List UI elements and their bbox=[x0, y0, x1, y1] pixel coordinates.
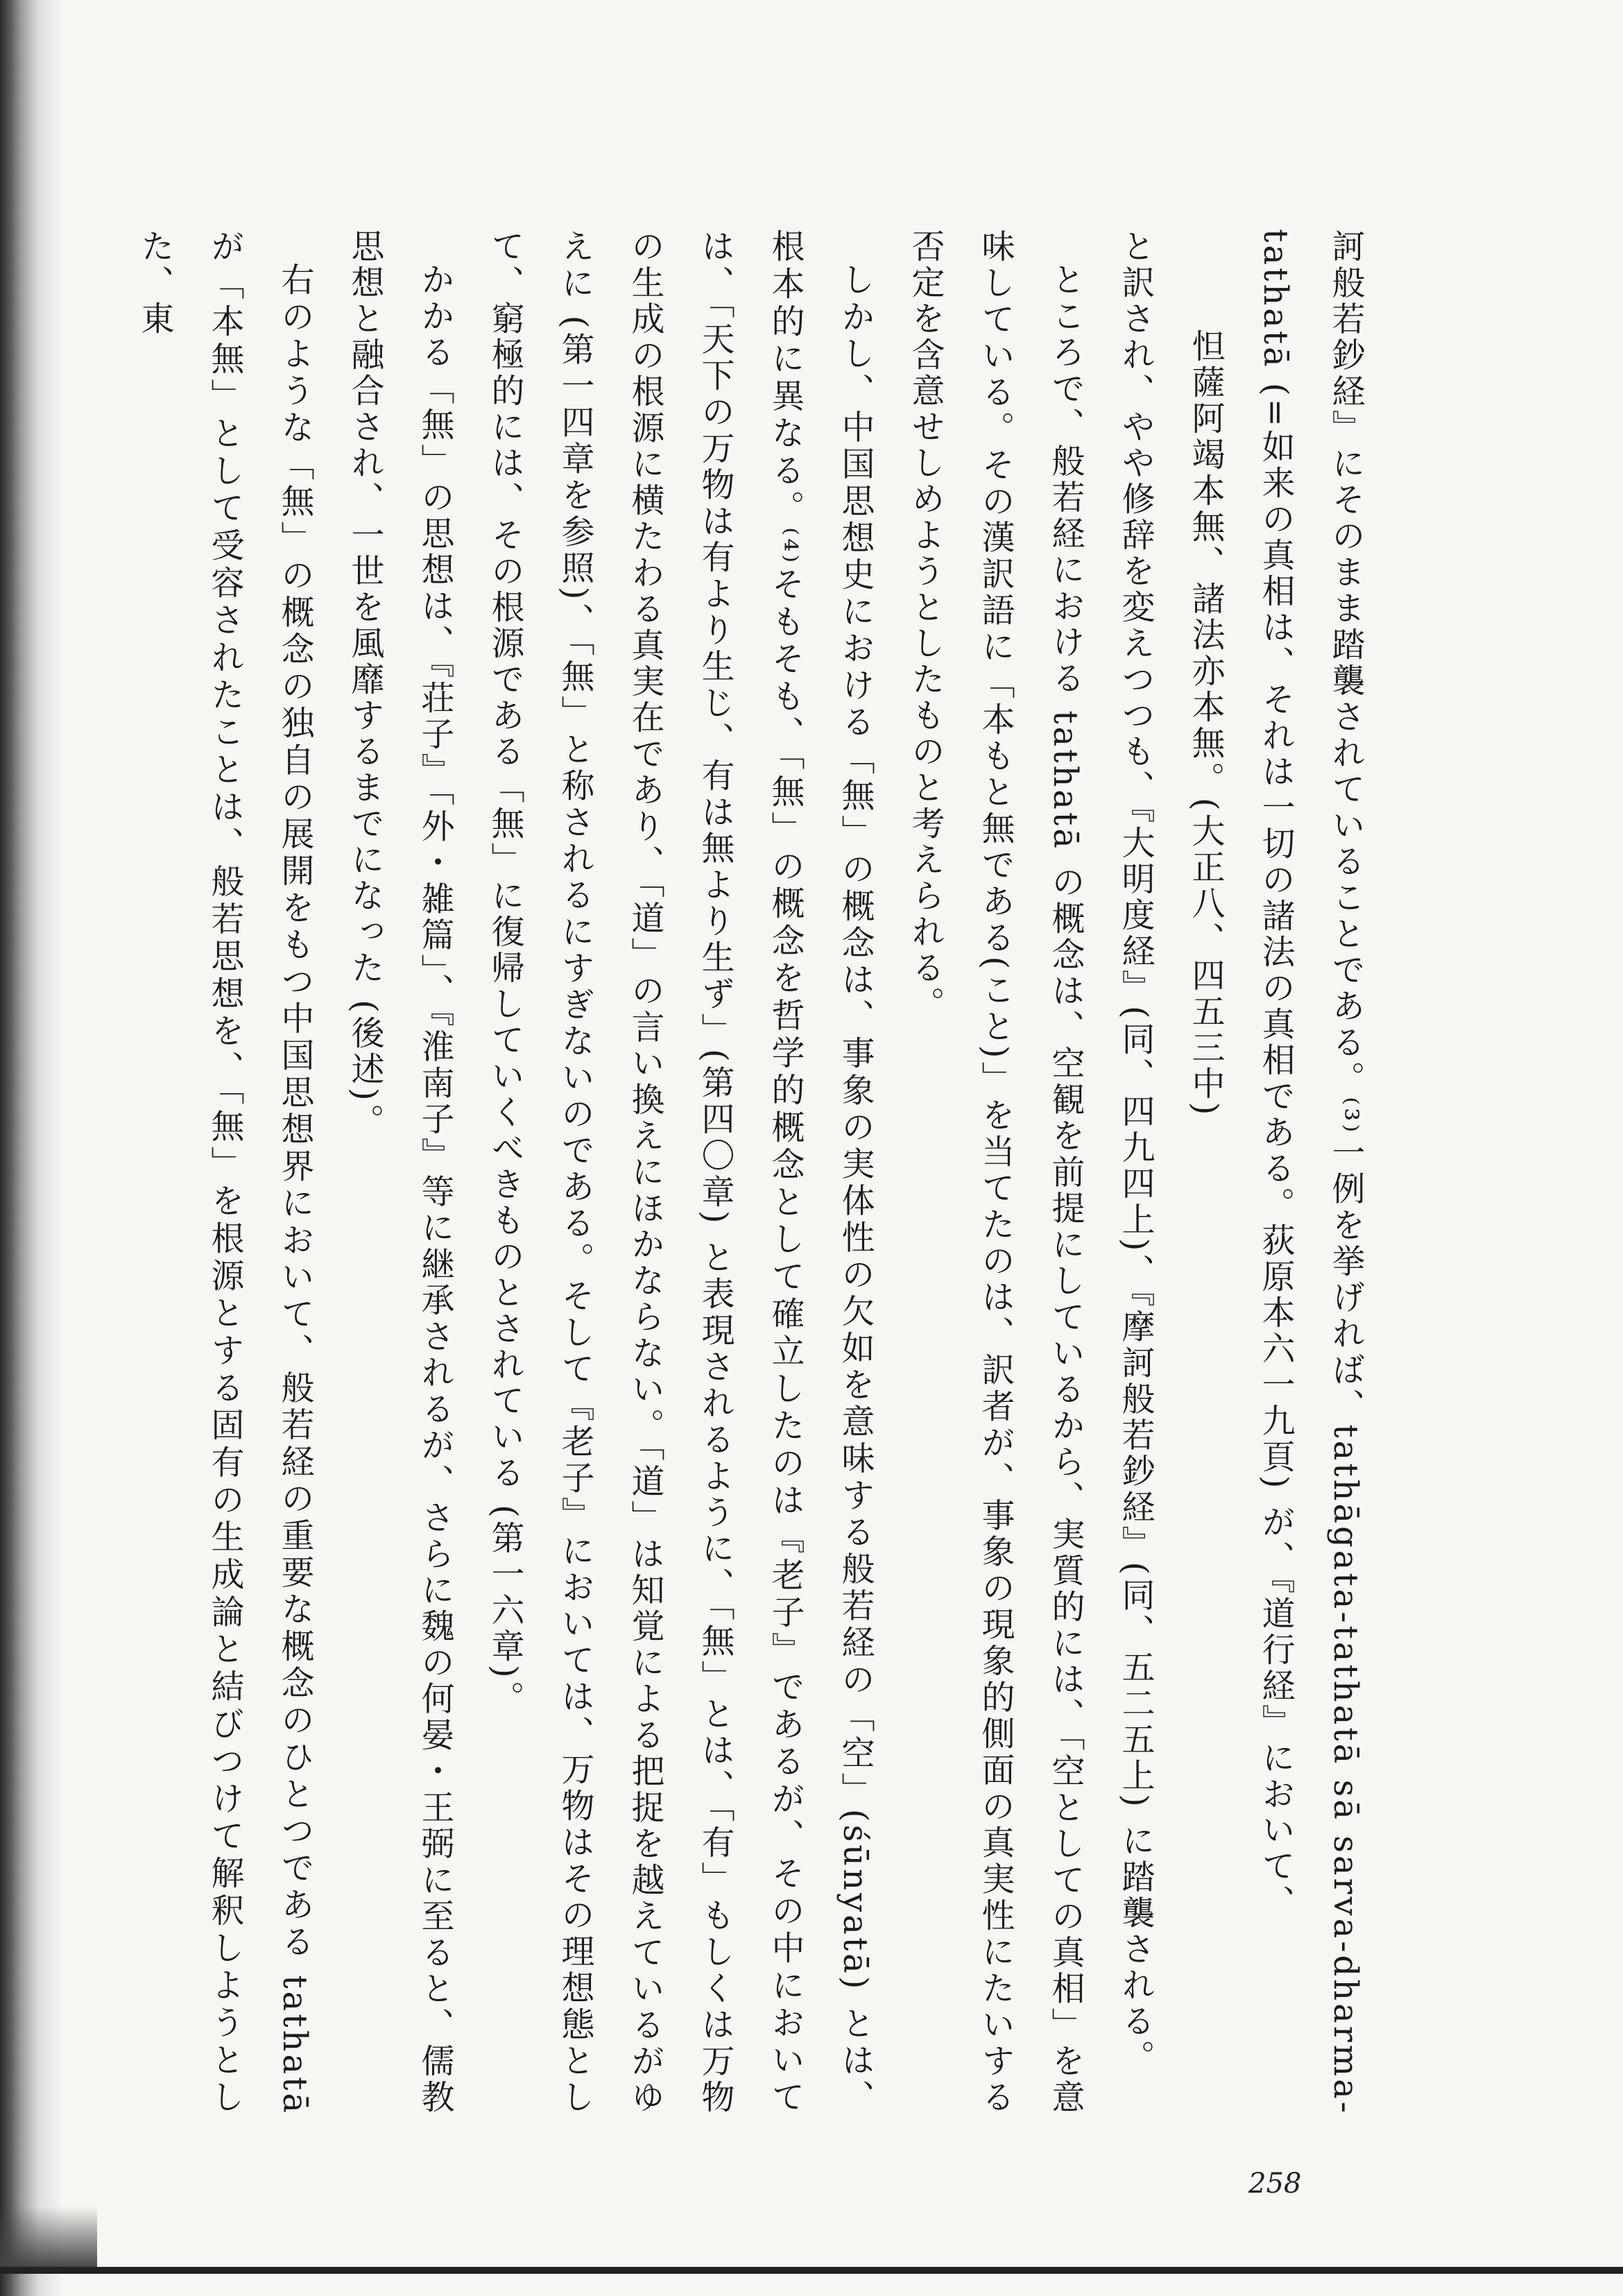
vertical-text-body bbox=[135, 229, 1380, 2116]
paragraph: かかる「無」の思想は、『荘子』「外・雑篇」、『淮南子』等に継承されるが、さらに魏の何晏・王弼に至ると、儒教思想と融合され、一世を風靡するまでになった (後述)。 bbox=[345, 229, 454, 2116]
page-bottom-edge bbox=[0, 2267, 1623, 2274]
paragraph: 右のような「無」の概念の独自の展開をもつ中国思想界において、般若経の重要な概念のひとつである tathatā が「本無」として受容されたことは、般若思想を、「無」を根源とする固有の生成論と結びつけて解釈しようとした、東 bbox=[135, 229, 314, 2116]
paragraph: ところで、般若経における tathatā の概念は、空観を前提にしているから、実質的には、「空としての真相」を意味している。その漢訳語に「本もと無である(こと)」を当てたのは、訳者が、事象の現象的側面の真実性にたいする否定を含意せしめようとしたものと考えられる。 bbox=[906, 229, 1085, 2116]
paragraph-continued: 訶般若鈔経』にそのまま踏襲されていることである。⁽³⁾一例を挙げれば、tathāgata-tathatā sā sarva-dharma-tathatā (=如来の真相は、それは一切の諸法の真相である。荻原本六一九頁) が、『道行経』において、 bbox=[1256, 229, 1365, 2116]
paragraph: と訳され、やや修辞を変えつつも、『大明度経』(同、四九四上)、『摩訶般若鈔経』(同、五二五上) に踏襲される。 bbox=[1116, 229, 1155, 2076]
scan-corner-shade bbox=[0, 2206, 97, 2268]
block-quotation: 怛薩阿竭本無、諸法亦本無。(大正八、四五三中) bbox=[1186, 329, 1225, 1118]
page-number: 258 bbox=[1248, 2168, 1302, 2200]
paragraph: しかし、中国思想史における「無」の概念は、事象の実体性の欠如を意味する般若経の「空」(śūnyatā) とは、根本的に異なる。⁽⁴⁾そもそも、「無」の概念を哲学的概念として確立したのは『老子』であるが、その中においては、「天下の万物は有より生じ、有は無より生ず」(第四〇章) と表現されるように、「無」とは、「有」もしくは万物の生成の根源に横たわる真実在であり、「道」の言い換えにほかならない。「道」は知覚による把捉を越えているがゆえに (第一四章を参照)、「無」と称されるにすぎないのである。そして『老子』においては、万物はその理想態として、窮極的には、その根源である「無」に復帰していくべきものとされている (第一六章)。 bbox=[486, 229, 875, 2116]
binding-shadow bbox=[0, 0, 62, 2296]
